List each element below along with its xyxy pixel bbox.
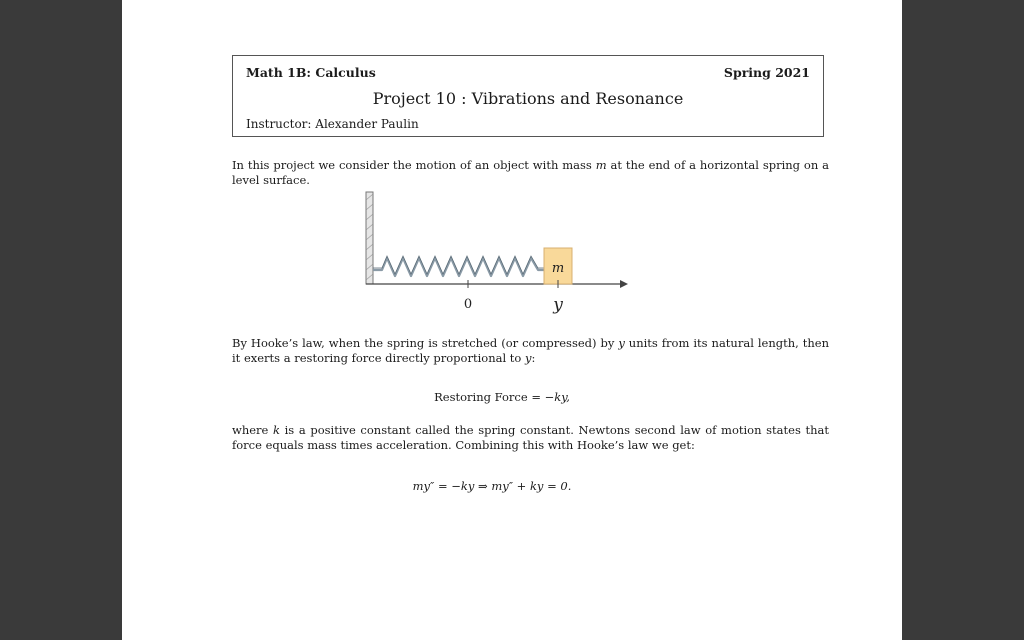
displacement-variable-2: y bbox=[525, 351, 532, 365]
restoring-force-equation bbox=[112, 390, 892, 404]
hooke-text: By Hooke’s law, when the spring is stretched (or compressed) by bbox=[232, 336, 619, 350]
newton-text-end: is a positive constant called the spring constant. Newtons second law of motion states that force equals mass times acceleration. Combining this with Hooke’s law we get: bbox=[232, 423, 829, 452]
displacement-variable: y bbox=[618, 336, 625, 350]
left-gutter bbox=[0, 0, 122, 640]
document-page bbox=[122, 0, 902, 640]
hooke-text-mid: units from its natural length, then it exerts a restoring force directly proportional to bbox=[232, 336, 830, 365]
course-name: Math 1B: Calculus bbox=[246, 65, 376, 80]
mass-variable: m bbox=[595, 158, 607, 172]
hooke-text-end: : bbox=[531, 351, 536, 365]
page-title: Project 10 : Vibrations and Resonance bbox=[372, 89, 684, 108]
header-box bbox=[232, 55, 824, 137]
restoring-force-rhs: = −ky, bbox=[527, 390, 570, 404]
motion-equation-text: my″ = −ky ⇒ my″ + ky = 0. bbox=[412, 479, 572, 493]
intro-text-end: at the end of a horizontal spring on a level surface. bbox=[232, 158, 829, 187]
spring-mass-figure bbox=[358, 186, 638, 318]
scrollbar-track[interactable] bbox=[1012, 0, 1024, 640]
instructor: Instructor: Alexander Paulin bbox=[246, 117, 419, 131]
mass-label: m bbox=[551, 261, 565, 276]
axis-arrow bbox=[620, 280, 628, 288]
newton-paragraph bbox=[232, 423, 829, 453]
position-label: y bbox=[553, 295, 563, 315]
motion-equation bbox=[102, 479, 882, 493]
intro-text: In this project we consider the motion of an object with mass bbox=[232, 158, 596, 172]
spring-constant-variable: k bbox=[273, 423, 280, 437]
wall bbox=[366, 192, 373, 284]
term: Spring 2021 bbox=[723, 65, 810, 80]
origin-label: 0 bbox=[463, 297, 473, 312]
hooke-paragraph bbox=[232, 336, 829, 366]
newton-text: where bbox=[232, 423, 273, 437]
intro-paragraph bbox=[232, 158, 829, 188]
right-gutter bbox=[902, 0, 1024, 640]
restoring-force-label: Restoring Force bbox=[434, 390, 528, 404]
